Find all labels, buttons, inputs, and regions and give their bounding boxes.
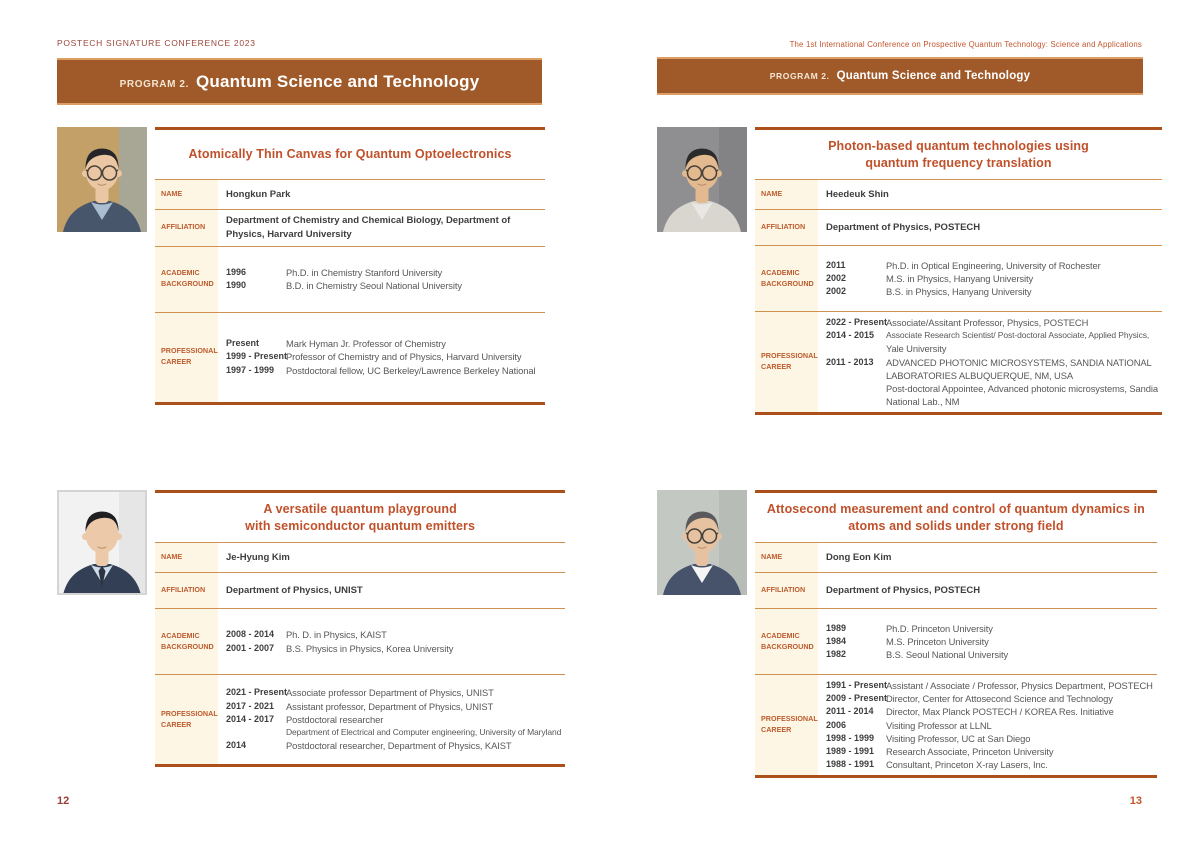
- entry-row: [226, 266, 541, 279]
- name-row: [755, 542, 1157, 572]
- entry-period: 2008 - 2014: [226, 629, 275, 640]
- talk-title-line: Attosecond measurement and control of quantum dynamics in: [766, 502, 1145, 517]
- entry-detail-line: Associate Research Scientist/ Post-doctoral Associate, Applied Physics,: [886, 330, 1150, 341]
- entry-period: 2011 - 2013: [826, 356, 874, 367]
- academic-background-label: ACADEMIC BACKGROUND: [155, 609, 218, 674]
- entry-details: [886, 719, 1153, 732]
- academic-background-label: ACADEMIC BACKGROUND: [155, 247, 218, 312]
- entry-list: [226, 686, 561, 752]
- entry-list: [826, 622, 1153, 662]
- entry-period: 1998 - 1999: [826, 732, 875, 743]
- entry-detail-line: B.S. in Physics, Hanyang University: [886, 286, 1032, 298]
- entry-period: 2011 - 2014: [826, 706, 874, 717]
- entry-row: [226, 337, 541, 350]
- entry-row: [226, 628, 561, 641]
- speaker-profile: [57, 127, 545, 405]
- academic-background-row: [155, 608, 565, 674]
- name-value-cell: [818, 543, 1157, 572]
- name-row: [155, 542, 565, 572]
- entry-period: 1982: [826, 649, 847, 660]
- entry-period: 2001 - 2007: [226, 642, 275, 653]
- entry-details: [886, 648, 1153, 661]
- name-label: NAME: [755, 180, 818, 209]
- entry-row: [826, 732, 1153, 745]
- entry-period: 2002: [826, 286, 847, 297]
- program-banner: [57, 58, 542, 105]
- professional-career-label: PROFESSIONAL CAREER: [755, 675, 818, 775]
- entry-detail-line: B.S. Physics in Physics, Korea University: [286, 642, 454, 654]
- name-label: NAME: [755, 543, 818, 572]
- entry-period: 2014: [226, 740, 247, 751]
- entry-period: 1996: [226, 266, 247, 277]
- entry-period: 2009 - Present: [826, 693, 888, 704]
- name-row: [155, 179, 545, 209]
- affiliation-row: [755, 572, 1157, 608]
- talk-title-line: atoms and solids under strong field: [848, 518, 1064, 533]
- entry-period: 2021 - Present: [226, 687, 288, 698]
- entry-detail-line: Visiting Professor, UC at San Diego: [886, 732, 1031, 744]
- entry-row: [226, 279, 541, 292]
- entry-period: 1989: [826, 622, 847, 633]
- entry-detail-line: Ph. D. in Physics, KAIST: [286, 629, 387, 641]
- entry-detail-line: Yale University: [886, 343, 947, 355]
- entry-row: [826, 719, 1153, 732]
- entry-details: [286, 713, 561, 739]
- speaker-photo: [657, 490, 747, 595]
- entry-period: 2006: [826, 719, 847, 730]
- entry-details: [886, 259, 1158, 272]
- entry-period: 2017 - 2021: [226, 700, 275, 711]
- page-header-text: The 1st International Conference on Prospective Quantum Technology: Science and Applications: [789, 40, 1142, 49]
- entry-details: [886, 316, 1158, 329]
- entry-detail-line: Post-doctoral Appointee, Advanced photonic microsystems, Sandia: [886, 383, 1158, 395]
- page-header-text: POSTECH SIGNATURE CONFERENCE 2023: [57, 38, 256, 48]
- entry-detail-line: Director, Center for Attosecond Science and Technology: [886, 693, 1113, 705]
- entry-row: [826, 622, 1153, 635]
- entry-detail-line: Postdoctoral fellow, UC Berkeley/Lawrence Berkeley National: [286, 364, 536, 376]
- entry-details: [886, 329, 1158, 355]
- profile-table: [155, 127, 545, 405]
- talk-title-line: with semiconductor quantum emitters: [245, 518, 476, 533]
- speaker-profile: [657, 490, 1153, 778]
- entry-list: [826, 259, 1158, 299]
- entry-details: [886, 732, 1153, 745]
- entry-row: [826, 316, 1158, 329]
- entry-detail-line: Associate professor Department of Physics, UNIST: [286, 687, 494, 699]
- speaker-photo: [657, 127, 747, 232]
- entry-detail-line: Department of Electrical and Computer engineering, University of Maryland: [286, 727, 562, 738]
- program-number-label: PROGRAM 2.: [119, 78, 189, 90]
- entry-row: [226, 364, 541, 377]
- entry-detail-line: ADVANCED PHOTONIC MICROSYSTEMS, SANDIA NATIONAL: [886, 356, 1152, 368]
- entry-details: [286, 700, 561, 713]
- affiliation-row: [155, 572, 565, 608]
- academic-background-row: [755, 608, 1157, 674]
- entry-details: [886, 285, 1158, 298]
- entry-list: [226, 266, 541, 292]
- entry-detail-line: Ph.D. Princeton University: [886, 622, 993, 634]
- talk-title-line: A versatile quantum playground: [263, 502, 457, 517]
- entry-period: 2011: [826, 259, 846, 270]
- entry-period: 1988 - 1991: [826, 759, 875, 770]
- professional-career-label: PROFESSIONAL CAREER: [155, 313, 218, 402]
- program-banner-inner: [770, 70, 1031, 82]
- entry-details: [886, 692, 1153, 705]
- talk-title: [755, 493, 1157, 542]
- entry-details: [286, 686, 561, 699]
- academic-background-label: ACADEMIC BACKGROUND: [755, 609, 818, 674]
- entry-period: 1991 - Present: [826, 680, 888, 690]
- speaker-profile: [57, 490, 562, 767]
- entry-details: [286, 279, 541, 292]
- professional-career-cell: [218, 313, 545, 402]
- entry-row: [826, 272, 1158, 285]
- academic-background-cell: [218, 609, 565, 674]
- name-value-cell: [218, 543, 565, 572]
- entry-detail-line: Ph.D. in Optical Engineering, University of Rochester: [886, 259, 1101, 271]
- speaker-photo: [57, 127, 147, 232]
- talk-title: [155, 130, 545, 179]
- entry-details: [286, 364, 541, 377]
- academic-background-cell: [818, 246, 1162, 311]
- affiliation-label: AFFILIATION: [155, 573, 218, 608]
- talk-title-line: Photon-based quantum technologies using: [828, 139, 1089, 154]
- program-number-label: PROGRAM 2.: [769, 71, 830, 81]
- entry-list: [826, 316, 1158, 408]
- name-value-cell: [218, 180, 545, 209]
- professional-career-row: [155, 312, 545, 402]
- speaker-name: Je-Hyung Kim: [226, 551, 290, 563]
- entry-row: [826, 648, 1153, 661]
- entry-detail-line: National Lab., NM: [886, 396, 960, 408]
- entry-detail-line: Research Associate, Princeton University: [886, 746, 1054, 758]
- speaker-profile: [657, 127, 1158, 415]
- entry-detail-line: Director, Max Planck POSTECH / KOREA Res. Initiative: [886, 706, 1114, 718]
- name-label: NAME: [155, 543, 218, 572]
- program-banner-inner: [120, 72, 480, 92]
- entry-detail-line: Postdoctoral researcher, Department of Physics, KAIST: [286, 740, 512, 752]
- entry-details: [286, 350, 541, 363]
- affiliation-row: [755, 209, 1162, 245]
- entry-detail-line: LABORATORIES ALBUQUERQUE, NM, USA: [886, 369, 1074, 381]
- entry-row: [826, 758, 1153, 771]
- entry-row: [826, 635, 1153, 648]
- entry-detail-line: Associate/Assitant Professor, Physics, POSTECH: [886, 317, 1089, 328]
- name-label: NAME: [155, 180, 218, 209]
- talk-title-line: quantum frequency translation: [865, 155, 1052, 170]
- profile-table: [155, 490, 565, 767]
- affiliation-label: AFFILIATION: [755, 573, 818, 608]
- entry-detail-line: Assistant professor, Department of Physics, UNIST: [286, 700, 494, 712]
- entry-detail-line: Postdoctoral researcher: [286, 713, 384, 725]
- entry-row: [826, 705, 1153, 718]
- entry-period: Present: [226, 338, 260, 349]
- entry-details: [886, 622, 1153, 635]
- entry-detail-line: B.D. in Chemistry Seoul National University: [286, 280, 462, 292]
- speaker-affiliation: Department of Physics, POSTECH: [826, 584, 981, 596]
- entry-list: [226, 628, 561, 654]
- entry-row: [226, 700, 561, 713]
- profile-table: [755, 490, 1157, 778]
- entry-period: 1999 - Present: [226, 351, 288, 362]
- entry-details: [286, 266, 541, 279]
- professional-career-row: [755, 674, 1157, 775]
- entry-row: [226, 686, 561, 699]
- entry-list: [826, 679, 1153, 771]
- affiliation-value-cell: [818, 210, 1162, 245]
- entry-period: 1990: [226, 280, 247, 291]
- entry-details: [286, 739, 561, 752]
- entry-details: [286, 337, 541, 350]
- entry-details: [286, 642, 561, 655]
- talk-title: [755, 130, 1162, 179]
- entry-period: 2014 - 2017: [226, 713, 275, 724]
- entry-detail-line: M.S. Princeton University: [886, 635, 989, 647]
- entry-list: [226, 337, 541, 377]
- entry-detail-line: Mark Hyman Jr. Professor of Chemistry: [286, 338, 446, 350]
- talk-title-line: Atomically Thin Canvas for Quantum Optoelectronics: [188, 147, 512, 162]
- page-number: 13: [1129, 795, 1142, 807]
- academic-background-label: ACADEMIC BACKGROUND: [755, 246, 818, 311]
- academic-background-row: [755, 245, 1162, 311]
- entry-detail-line: M.S. in Physics, Hanyang University: [886, 272, 1034, 284]
- speaker-affiliation: Department of Physics, POSTECH: [826, 221, 981, 233]
- academic-background-cell: [818, 609, 1157, 674]
- entry-details: [886, 272, 1158, 285]
- professional-career-label: PROFESSIONAL CAREER: [155, 675, 218, 764]
- entry-detail-line: Visiting Professor at LLNL: [886, 719, 992, 731]
- professional-career-cell: [218, 675, 565, 764]
- entry-detail-line: Consultant, Princeton X-ray Lasers, Inc.: [886, 759, 1048, 771]
- entry-period: 2002: [826, 272, 847, 283]
- name-row: [755, 179, 1162, 209]
- entry-row: [226, 642, 561, 655]
- affiliation-value-cell: [218, 210, 545, 246]
- speaker-name: Hongkun Park: [226, 188, 291, 200]
- professional-career-row: [755, 311, 1162, 412]
- entry-detail-line: Professor of Chemistry and of Physics, Harvard University: [286, 351, 522, 363]
- affiliation-value-cell: [818, 573, 1157, 608]
- speaker-affiliation: Department of Physics, UNIST: [226, 584, 363, 596]
- speaker-affiliation: Department of Chemistry and Chemical Biology, Department of Physics, Harvard University: [226, 215, 511, 240]
- speaker-photo: [57, 490, 147, 595]
- entry-details: [886, 705, 1153, 718]
- professional-career-cell: [818, 312, 1162, 412]
- entry-period: 1997 - 1999: [226, 364, 275, 375]
- entry-period: 2014 - 2015: [826, 330, 875, 341]
- entry-details: [886, 758, 1153, 771]
- entry-details: [886, 745, 1153, 758]
- program-banner: [657, 57, 1143, 95]
- professional-career-row: [155, 674, 565, 764]
- entry-details: [886, 635, 1153, 648]
- name-value-cell: [818, 180, 1162, 209]
- entry-period: 1989 - 1991: [826, 746, 875, 757]
- entry-row: [826, 692, 1153, 705]
- entry-row: [826, 285, 1158, 298]
- entry-row: [226, 350, 541, 363]
- entry-row: [826, 356, 1158, 409]
- profile-table: [755, 127, 1162, 415]
- affiliation-label: AFFILIATION: [155, 210, 218, 246]
- affiliation-row: [155, 209, 545, 246]
- entry-row: [826, 745, 1153, 758]
- speaker-name: Dong Eon Kim: [826, 551, 892, 563]
- program-title: Quantum Science and Technology: [836, 70, 1031, 82]
- entry-detail-line: Ph.D. in Chemistry Stanford University: [286, 266, 443, 278]
- entry-row: [826, 329, 1158, 355]
- entry-row: [826, 679, 1153, 692]
- professional-career-cell: [818, 675, 1157, 775]
- professional-career-label: PROFESSIONAL CAREER: [755, 312, 818, 412]
- entry-details: [886, 679, 1153, 692]
- entry-period: 1984: [826, 635, 847, 646]
- page-number: 12: [57, 795, 70, 807]
- talk-title: [155, 493, 565, 542]
- entry-row: [226, 739, 561, 752]
- program-title: Quantum Science and Technology: [195, 71, 480, 91]
- entry-details: [286, 628, 561, 641]
- academic-background-row: [155, 246, 545, 312]
- affiliation-label: AFFILIATION: [755, 210, 818, 245]
- entry-details: [886, 356, 1158, 409]
- entry-period: 2022 - Present: [826, 317, 888, 327]
- entry-row: [226, 713, 561, 739]
- speaker-name: Heedeuk Shin: [826, 188, 889, 200]
- entry-row: [826, 259, 1158, 272]
- affiliation-value-cell: [218, 573, 565, 608]
- entry-detail-line: Assistant / Associate / Professor, Physics Department, POSTECH: [886, 680, 1153, 691]
- entry-detail-line: B.S. Seoul National University: [886, 649, 1009, 661]
- academic-background-cell: [218, 247, 545, 312]
